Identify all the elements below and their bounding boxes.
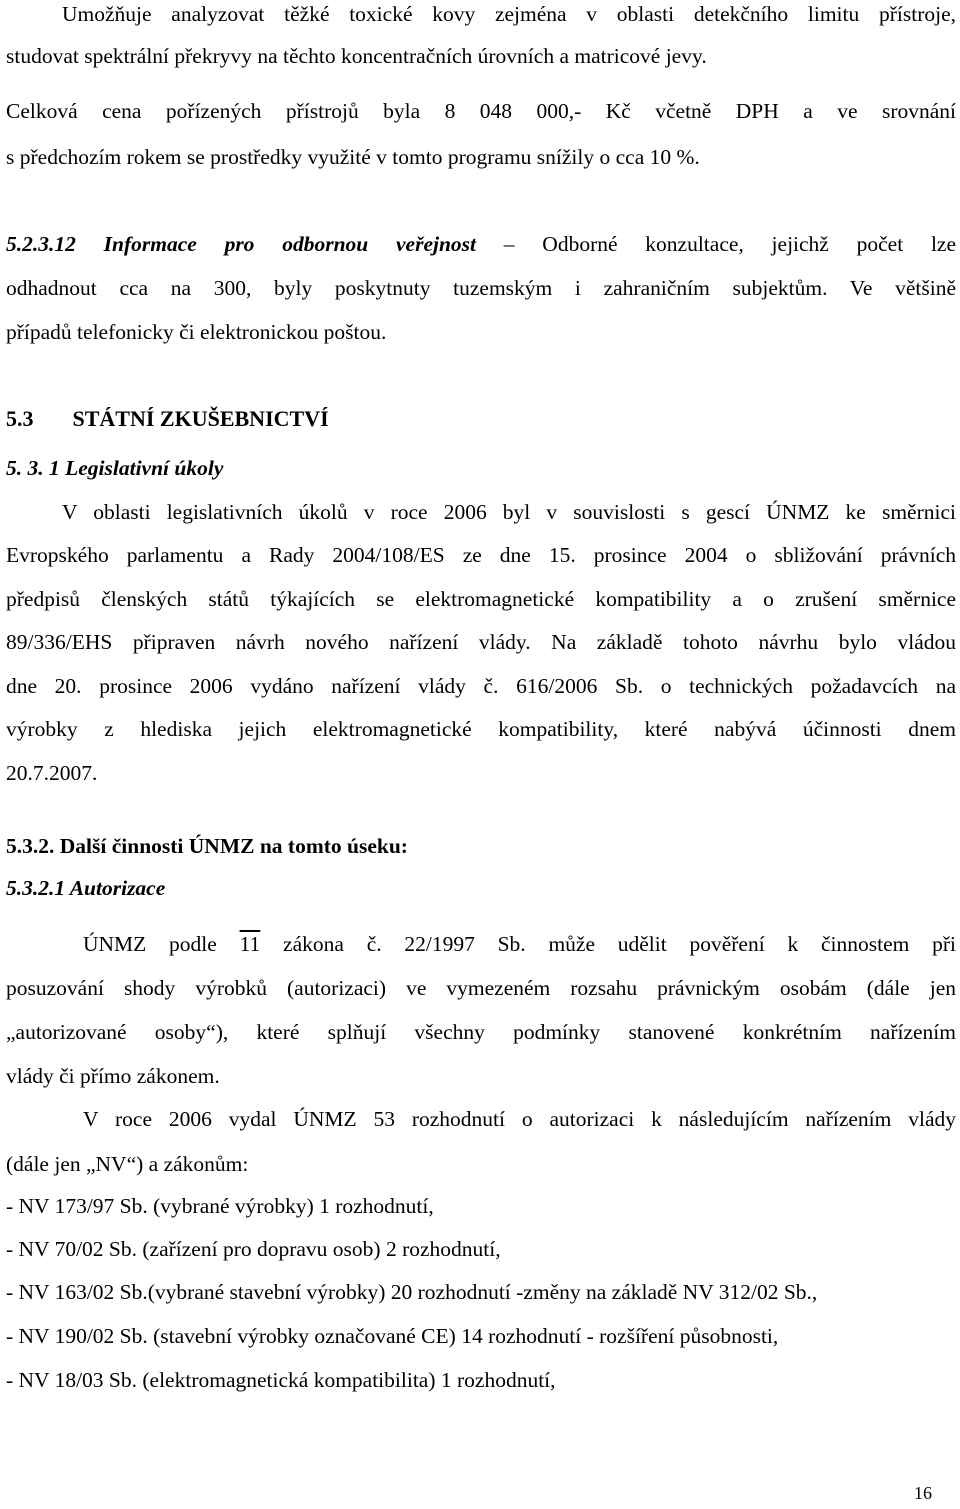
text-span: zákona č. 22/1997 Sb. může udělit pověření k činnostem při [260, 932, 956, 956]
dash: – [476, 232, 543, 256]
list-item: - NV 18/03 Sb. (elektromagnetická kompatibilita) 1 rozhodnutí, [6, 1368, 556, 1392]
paragraph-line: „autorizované osoby“), které splňují všechny podmínky stanovené konkrétním nařízením [6, 1020, 956, 1044]
list-item: - NV 190/02 Sb. (stavební výrobky označované CE) 14 rozhodnutí - rozšíření působnosti, [6, 1324, 779, 1348]
paragraph-line: výrobky z hlediska jejich elektromagnetické kompatibility, které nabývá účinnosti dnem [6, 717, 956, 741]
paragraph-line: Evropského parlamentu a Rady 2004/108/ES ze dne 15. prosince 2004 o sbližování právních [6, 543, 956, 567]
paragraph-line: 89/336/EHS připraven návrh nového nařízení vlády. Na základě tohoto návrhu bylo vládou [6, 630, 956, 654]
paragraph-line: předpisů členských států týkajících se elektromagnetické kompatibility a o zrušení směrnice [6, 587, 956, 611]
section-title: STÁTNÍ ZKUŠEBNICTVÍ [72, 406, 329, 431]
list-item: - NV 173/97 Sb. (vybrané výrobky) 1 rozhodnutí, [6, 1194, 434, 1218]
paragraph-line: posuzování shody výrobků (autorizaci) ve vymezeném rozsahu právnickým osobám (dále jen [6, 976, 956, 1000]
overlined-number: 11 [239, 932, 261, 956]
section-5-3-2-heading: 5.3.2. Další činnosti ÚNMZ na tomto úseku: [6, 834, 408, 858]
paragraph-line: vlády či přímo zákonem. [6, 1064, 220, 1088]
section-5-2-3-12-line [6, 230, 956, 258]
paragraph-line: s předchozím rokem se prostředky využité v tomto programu snížily o cca 10 %. [6, 145, 700, 169]
section-number: 5.3 [6, 406, 34, 431]
paragraph-line: odhadnout cca na 300, byly poskytnuty tuzemským i zahraničním subjektům. Ve většině [6, 276, 956, 300]
paragraph-line: V oblasti legislativních úkolů v roce 2006 byl v souvislosti s gescí ÚNMZ ke směrnici [62, 500, 956, 524]
paragraph-line: V roce 2006 vydal ÚNMZ 53 rozhodnutí o autorizaci k následujícím nařízením vlády [83, 1107, 956, 1131]
section-5-3-2-1-heading: 5.3.2.1 Autorizace [6, 876, 166, 900]
paragraph-line [6, 930, 956, 958]
list-item: - NV 163/02 Sb.(vybrané stavební výrobky) 20 rozhodnutí -změny na základě NV 312/02 Sb., [6, 1280, 818, 1304]
list-item: - NV 70/02 Sb. (zařízení pro dopravu osob) 2 rozhodnutí, [6, 1237, 501, 1261]
paragraph-line: (dále jen „NV“) a zákonům: [6, 1152, 249, 1176]
text-span: ÚNMZ podle [83, 932, 240, 956]
section-5-3-heading [6, 405, 956, 433]
paragraph-line: případů telefonicky či elektronickou poštou. [6, 320, 387, 344]
paragraph-line: Celková cena pořízených přístrojů byla 8 048 000,- Kč včetně DPH a ve srovnání [6, 99, 956, 123]
paragraph-line: dne 20. prosince 2006 vydáno nařízení vlády č. 616/2006 Sb. o technických požadavcích na [6, 674, 956, 698]
paragraph-text: Odborné konzultace, jejichž počet lze [542, 232, 956, 256]
paragraph-line: Umožňuje analyzovat těžké toxické kovy zejména v oblasti detekčního limitu přístroje, [62, 2, 956, 26]
paragraph-line: 20.7.2007. [6, 761, 98, 785]
section-heading: 5.2.3.12 Informace pro odbornou veřejnost [6, 232, 477, 256]
paragraph-line: studovat spektrální překryvy na těchto koncentračních úrovních a matricové jevy. [6, 44, 707, 68]
page-number: 16 [914, 1483, 932, 1503]
section-5-3-1-heading: 5. 3. 1 Legislativní úkoly [6, 456, 224, 480]
